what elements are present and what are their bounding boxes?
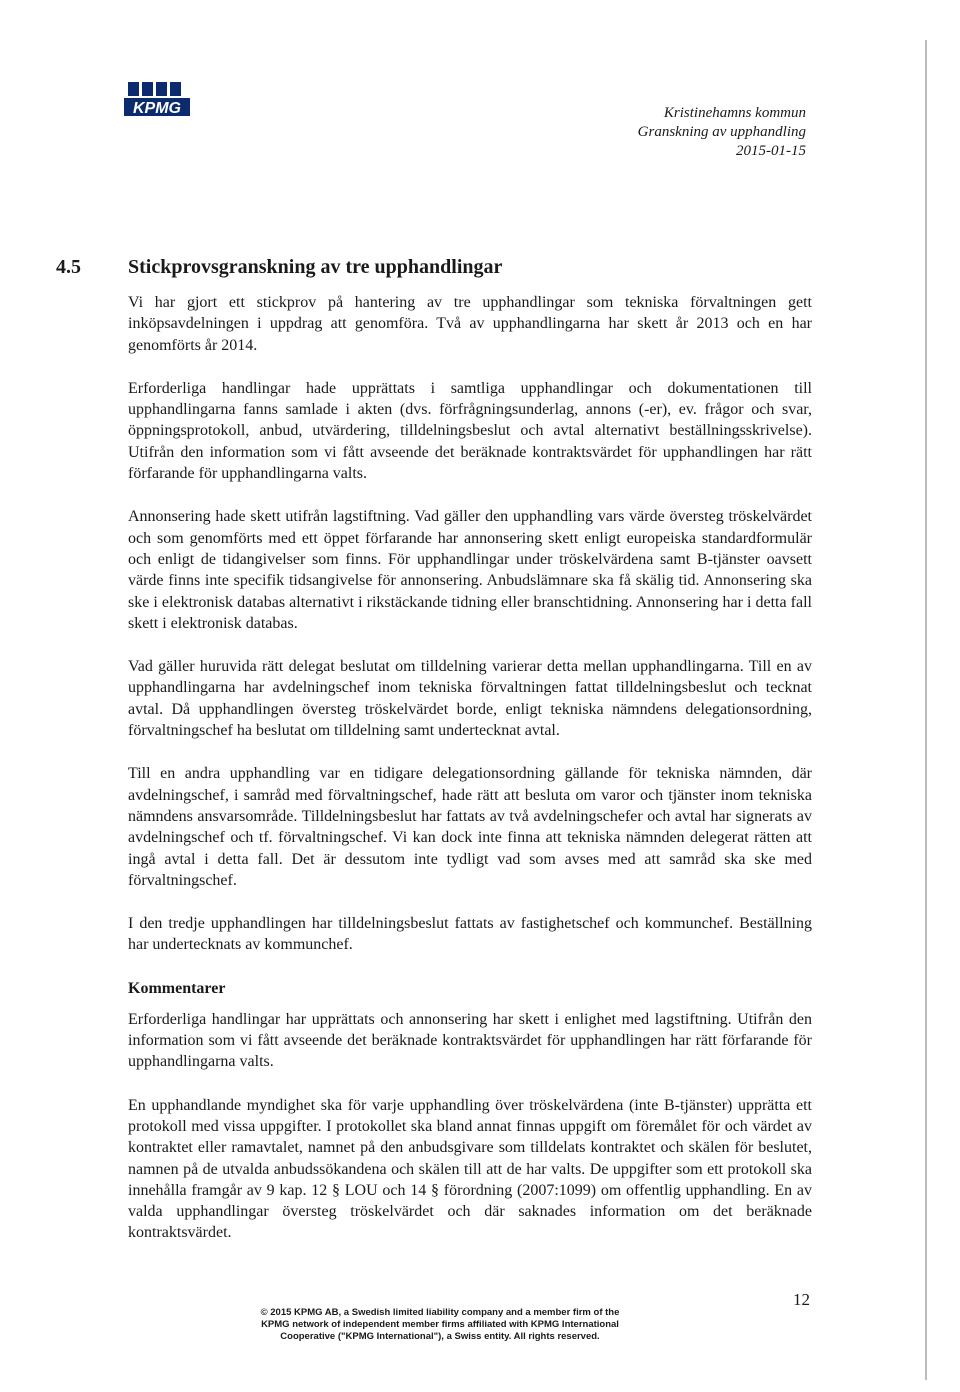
svg-text:KPMG: KPMG xyxy=(133,100,181,117)
comment-paragraph: En upphandlande myndighet ska för varje upphandling över tröskelvärdena (inte B-tjänster) upprätta ett protokoll med vissa uppgifter. I protokollet ska bland annat finnas uppgift om föremålet för och värdet av kontraktet eller ramavtalet, namnet på den anbudsgivare som tilldelats kontraktet och skälen för beslutet, namnen på de utvalda anbudssökandena och skälen till att de har valts. De uppgifter som ett protokoll ska innehålla framgår av 9 kap. 12 § LOU och 14 § förordning (2007:1099) om offentlig upphandling. En av valda upphandlingar översteg tröskelvärdet och där saknades information om det beräknade kontraktsvärdet. xyxy=(128,1096,812,1242)
section-title: Stickprovsgranskning av tre upphandlingar xyxy=(128,256,503,278)
paragraph: Vi har gjort ett stickprov på hantering av tre upphandlingar som tekniska förvaltningen gett inköpsavdelningen i uppdrag att genomföra. Två av upphandlingarna har skett år 2013 och en har genomförts år 2014. xyxy=(128,294,812,354)
paragraph: I den tredje upphandlingen har tilldelningsbeslut fattats av fastighetschef och kommunchef. Beställning har undertecknats av kommunchef. xyxy=(128,915,812,954)
paragraph: Vad gäller huruvida rätt delegat beslutat om tilldelning varierar detta mellan upphandlingarna. Till en av upphandlingarna har avdelningschef inom tekniska förvaltningen fattat tilldelningsbeslut och tecknat avtal. Då upphandlingen översteg tröskelvärdet borde, enligt tekniska nämndens delegationsordning, förvaltningschef ha beslutat om tilldelning samt undertecknat avtal. xyxy=(128,658,812,740)
footer-line: © 2015 KPMG AB, a Swedish limited liability company and a member firm of the xyxy=(260,1307,620,1318)
report-title: Granskning av upphandling xyxy=(637,124,806,140)
section-number: 4.5 xyxy=(56,256,81,278)
footer-line: Cooperative ("KPMG International"), a Swiss entity. All rights reserved. xyxy=(280,1331,600,1342)
paragraph: Annonsering hade skett utifrån lagstiftning. Vad gäller den upphandling vars värde översteg tröskelvärdet och som genomförts med ett öppet förfarande har annonsering skett enligt europeiska standardformulär och enligt de tidangivelser som finns. För upphandlingar under tröskelvärdena samt B-tjänster oavsett värde finns inte specifik tidsangivelse för annonsering. Anbudslämnare ska få skälig tid. Annonsering ska ske i elektronisk databas alternativt i rikstäckande tidning eller branschtidning. Annonsering har i detta fall skett i elektronisk databas. xyxy=(128,508,812,632)
scan-edge-line xyxy=(925,40,927,1380)
comments-heading: Kommentarer xyxy=(128,979,226,997)
document-header-meta xyxy=(638,104,806,161)
section-heading xyxy=(56,256,856,279)
kpmg-logo xyxy=(124,80,192,118)
body-text xyxy=(128,292,812,1266)
page-number: 12 xyxy=(793,1290,810,1309)
copyright-footer xyxy=(250,1307,630,1343)
comment-paragraph: Erforderliga handlingar har upprättats och annonsering har skett i enlighet med lagstiftning. Utifrån den information som vi fått avseende det beräknade kontraktsvärdet för upphandlingen har rätt förfarande för upphandlingarna valts. xyxy=(128,1010,812,1071)
municipality-name: Kristinehamns kommun xyxy=(663,105,806,121)
footer-line: KPMG network of independent member firms affiliated with KPMG International xyxy=(261,1319,619,1330)
report-date: 2015-01-15 xyxy=(736,143,806,159)
paragraph: Erforderliga handlingar hade upprättats i samtliga upphandlingar och dokumentationen till upphandlingarna fanns samlade i akten (dvs. förfrågningsunderlag, annons (-er), ev. frågor och svar, öppningsprotokoll, anbud, utvärdering, tilldelningsbeslut och avtal alternativt beställningsskrivelse). Utifrån den information som vi fått avseende det beräknade kontraktsvärdet för upphandlingen har rätt förfarande för upphandlingarna valts. xyxy=(128,379,812,483)
paragraph: Till en andra upphandling var en tidigare delegationsordning gällande för tekniska nämnden, där avdelningschef, i samråd med förvaltningschef, hade rätt att besluta om varor och tjänster inom tekniska nämndens ansvarsområde. Tilldelningsbeslut har fattats av två avdelningschefer och avtal har signerats av avdelningschef och tf. förvaltningschef. Vi kan dock inte finna att tekniska nämnden delegerat rätten att ingå avtal i detta fall. Det är dessutom inte tydligt vad som avses med att samråd ska ske med förvaltningschef. xyxy=(128,765,812,889)
